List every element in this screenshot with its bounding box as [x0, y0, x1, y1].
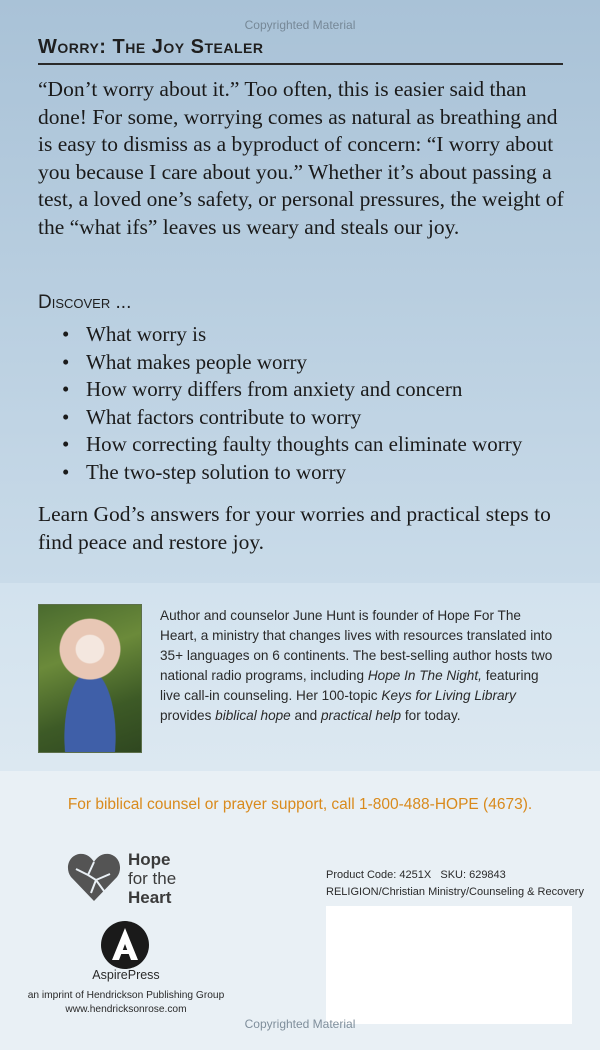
- website-link[interactable]: www.hendricksonrose.com: [65, 1004, 187, 1015]
- product-info: [326, 867, 584, 901]
- logo-line: for the: [128, 869, 177, 888]
- logo-line: Hope: [128, 850, 171, 869]
- list-item: [62, 376, 582, 404]
- list-item: [62, 431, 582, 459]
- product-category: RELIGION/Christian Ministry/Counseling & Recovery: [326, 886, 584, 898]
- list-item-text: How worry differs from anxiety and concern: [86, 377, 463, 401]
- bullet-glyph: •: [62, 377, 70, 401]
- bio-text: for today.: [401, 708, 461, 723]
- bullet-glyph: •: [62, 404, 70, 429]
- author-photo: [38, 604, 142, 753]
- bullet-glyph: •: [62, 349, 70, 374]
- discover-heading: Discover ...: [38, 292, 132, 313]
- library-title: Keys for Living Library: [381, 688, 516, 703]
- heart-logo-icon: [66, 849, 122, 905]
- list-item-text: The two-step solution to worry: [86, 459, 347, 484]
- list-item-text: What worry is: [86, 322, 207, 346]
- bio-text: and: [290, 708, 321, 723]
- watermark-top: Copyrighted Material: [244, 18, 356, 32]
- hope-for-the-heart-logo-text: [128, 850, 176, 907]
- radio-program-title: Hope In The Night,: [367, 668, 482, 683]
- product-codes: Product Code: 4251X SKU: 629843: [326, 869, 506, 881]
- imprint-line: an imprint of Hendrickson Publishing Group: [27, 990, 225, 1001]
- watermark-bottom: Copyrighted Material: [244, 1017, 356, 1031]
- bio-text: Author and counselor June Hunt is founder of Hope For The Heart, a ministry that changes lives with resources translated into 35+ languages on 6 continents. The best-selling author hosts two national radio programs, including: [160, 608, 553, 683]
- list-item: [62, 459, 582, 487]
- list-item-text: What makes people worry: [86, 349, 308, 374]
- aspire-press-logo-icon: [100, 920, 150, 970]
- closing-paragraph: Learn God’s answers for your worries and practical steps to find peace and restore joy.: [38, 502, 551, 554]
- list-item-text: How correcting faulty thoughts can eliminate worry: [86, 432, 523, 456]
- bullet-glyph: •: [62, 322, 70, 346]
- author-bio: [160, 606, 560, 726]
- list-item: [62, 321, 582, 349]
- discover-list: [62, 321, 582, 486]
- list-item-text: What factors contribute to worry: [86, 404, 362, 429]
- book-title: Worry: The Joy Stealer: [38, 36, 563, 65]
- intro-paragraph: “Don’t worry about it.” Too often, this is easier said than done! For some, worrying comes as natural as breathing and is easy to dismiss as a byproduct of concern: “I worry about you because I care about you.” Whether it’s about passing a test, a loved one’s safety, or personal pressures, the weight of the “what ifs” leaves us weary and steals our joy.: [38, 77, 564, 239]
- bio-text: provides: [160, 708, 216, 723]
- bio-text: featuring live call-in counseling. Her 100-topic: [160, 668, 539, 703]
- aspire-press-name: AspirePress: [92, 968, 160, 982]
- bullet-glyph: •: [62, 459, 70, 484]
- hotline-line: For biblical counsel or prayer support, call 1-800-488-HOPE (4673).: [67, 796, 533, 813]
- bio-emphasis: biblical hope: [215, 708, 291, 723]
- bullet-glyph: •: [62, 432, 70, 456]
- logo-line: Heart: [128, 888, 172, 907]
- bio-emphasis: practical help: [320, 708, 402, 723]
- barcode-area: [326, 906, 572, 1024]
- list-item: [62, 404, 582, 432]
- list-item: [62, 349, 582, 377]
